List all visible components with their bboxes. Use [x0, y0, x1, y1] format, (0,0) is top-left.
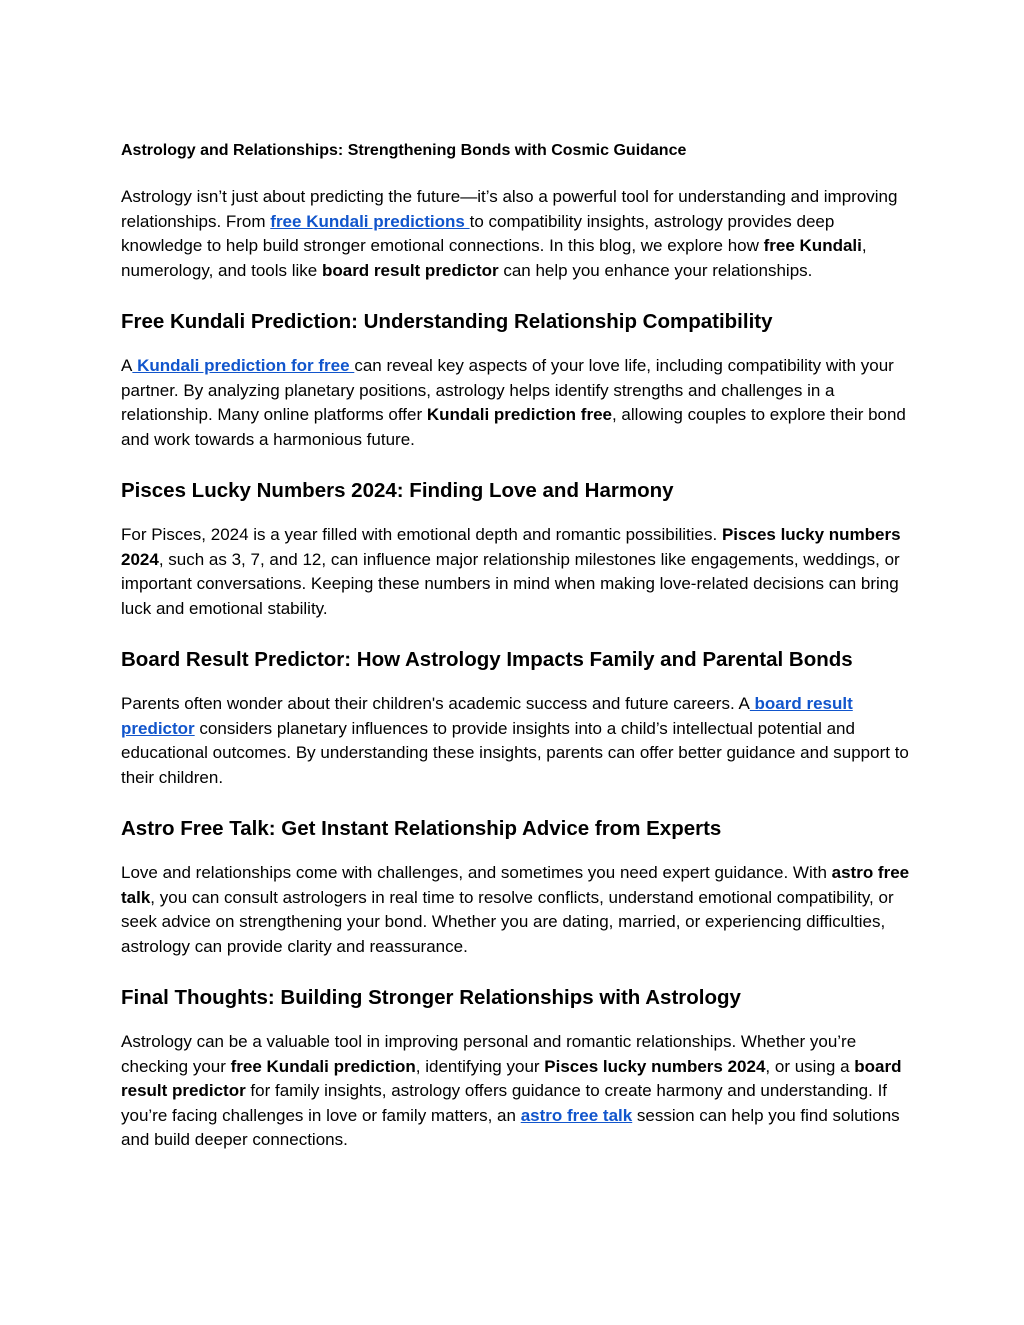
intro-text-4: can help you enhance your relationships. — [498, 260, 813, 280]
section5-text-2: , identifying your — [415, 1056, 545, 1076]
section1-text-1: A — [121, 356, 133, 375]
section5-text-4: for family insights, astrology offers guidance to create harmony and understanding. If you’re facing challenges in love or family matters, an — [121, 1081, 888, 1125]
section5-bold-free-kundali-prediction: free Kundali prediction — [230, 1056, 416, 1076]
section-heading-pisces: Pisces Lucky Numbers 2024: Finding Love and Harmony — [121, 479, 674, 502]
section-heading-free-kundali: Free Kundali Prediction: Understanding Relationship Compatibility — [121, 310, 773, 333]
section5-text-3: , or using a — [765, 1056, 855, 1076]
section-paragraph-astro-free-talk — [121, 861, 911, 959]
intro-text-2: to compatibility insights, astrology provides deep knowledge to help build stronger emotional connections. In this blog, we explore how — [121, 211, 835, 255]
section4-bold-astro-free-talk: astro free talk — [121, 863, 910, 907]
section-paragraph-pisces — [121, 523, 911, 621]
section2-text-1: For Pisces, 2024 is a year filled with emotional depth and romantic possibilities. — [121, 525, 722, 544]
section-heading-astro-free-talk: Astro Free Talk: Get Instant Relationship Advice from Experts — [121, 817, 722, 840]
section3-text-1: Parents often wonder about their children's academic success and future careers. A — [121, 694, 750, 713]
document-title: Astrology and Relationships: Strengthening Bonds with Cosmic Guidance — [121, 142, 687, 159]
section2-text-2: , such as 3, 7, and 12, can influence major relationship milestones like engagements, weddings, or important conversations. Keeping these numbers in mind when making love-related decisions can bring luck and emotional stability. — [121, 549, 900, 618]
section5-bold-board-result-predictor: board result predictor — [121, 1056, 902, 1100]
intro-paragraph — [121, 185, 911, 283]
board-result-predictor-link[interactable]: board result predictor — [121, 694, 853, 738]
section-paragraph-free-kundali — [121, 354, 911, 452]
kundali-prediction-for-free-link[interactable]: Kundali prediction for free — [132, 356, 355, 375]
section-heading-board-result: Board Result Predictor: How Astrology Impacts Family and Parental Bonds — [121, 648, 853, 671]
section-paragraph-board-result — [121, 692, 911, 790]
document-page — [121, 140, 911, 1178]
section5-text-5: session can help you find solutions and build deeper connections. — [121, 1105, 900, 1149]
section1-text-2: can reveal key aspects of your love life, including compatibility with your partner. By analyzing planetary positions, astrology helps identify strengths and challenges in a relationship. Many online platforms offer — [121, 356, 894, 424]
intro-text-3: , numerology, and tools like — [121, 236, 867, 280]
intro-bold-free-kundali: free Kundali — [763, 236, 862, 255]
section5-text-1: Astrology can be a valuable tool in improving personal and romantic relationships. Whether you’re checking your — [121, 1032, 857, 1076]
section-heading-final-thoughts: Final Thoughts: Building Stronger Relationships with Astrology — [121, 986, 741, 1009]
section4-text-1: Love and relationships come with challenges, and sometimes you need expert guidance. With — [121, 863, 832, 882]
section3-text-2: considers planetary influences to provide insights into a child’s intellectual potential and educational outcomes. By understanding these insights, parents can offer better guidance and support to their children. — [121, 718, 909, 787]
section5-bold-pisces-lucky-numbers: Pisces lucky numbers 2024 — [544, 1056, 766, 1076]
intro-text-1: Astrology isn’t just about predicting the future—it’s also a powerful tool for understanding and improving relationships. From — [121, 187, 898, 231]
section1-bold-kundali-prediction-free: Kundali prediction free — [426, 405, 612, 424]
free-kundali-predictions-link[interactable]: free Kundali predictions — [270, 211, 470, 231]
section4-text-2: , you can consult astrologers in real time to resolve conflicts, understand emotional compatibility, or seek advice on strengthening your bond. Whether you are dating, married, or experiencing difficulties, astrology can provide clarity and reassurance. — [121, 887, 894, 956]
astro-free-talk-link[interactable]: astro free talk — [520, 1105, 633, 1125]
intro-bold-board-result-predictor: board result predictor — [321, 260, 499, 280]
section-paragraph-final-thoughts — [121, 1030, 911, 1153]
section2-bold-pisces-lucky-numbers: Pisces lucky numbers 2024 — [121, 525, 901, 569]
section1-text-3: , allowing couples to explore their bond and work towards a harmonious future. — [121, 405, 906, 449]
